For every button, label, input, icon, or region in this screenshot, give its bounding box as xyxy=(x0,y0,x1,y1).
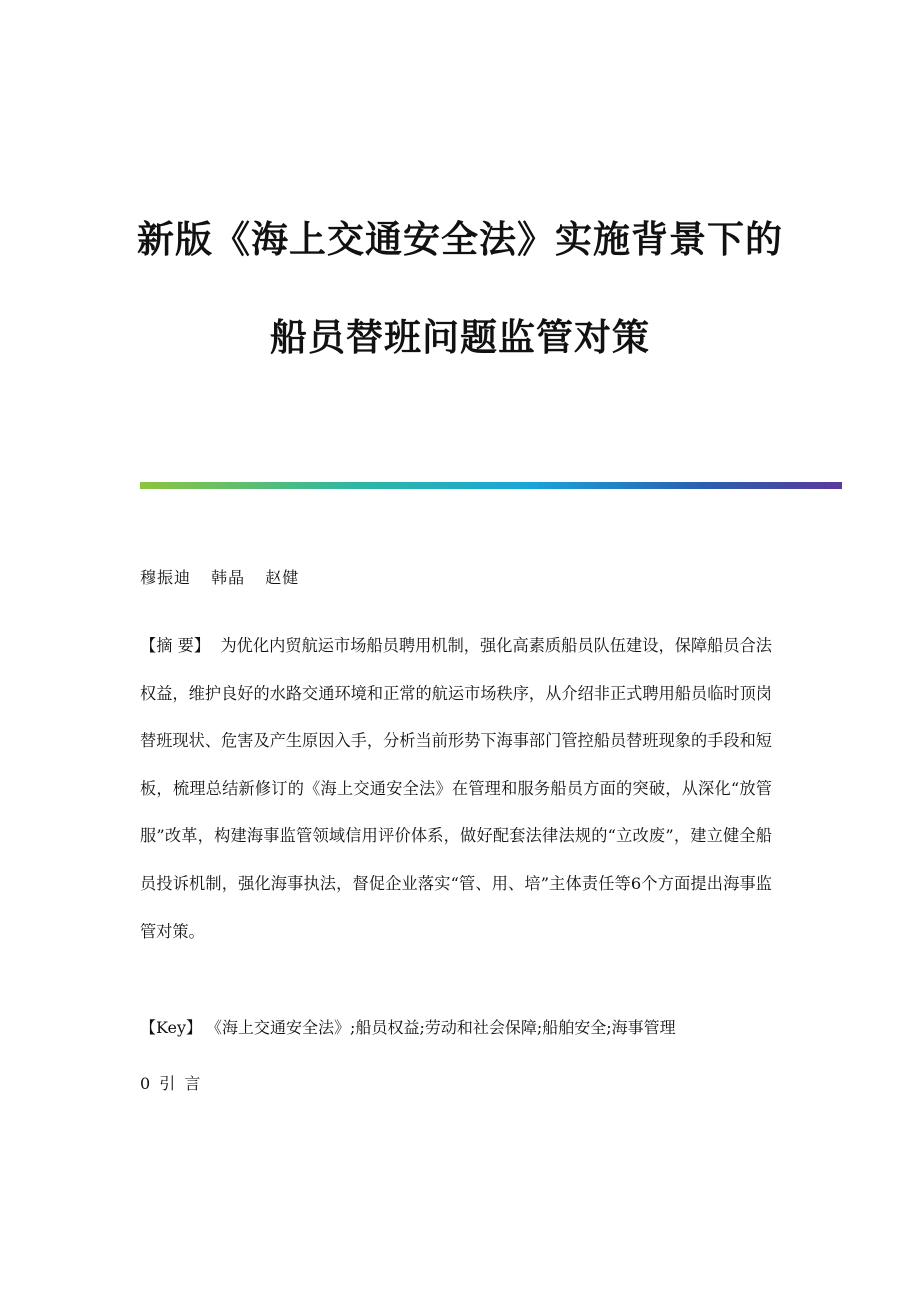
keywords-label: 【Key】 xyxy=(140,1018,203,1037)
title-divider-rule xyxy=(140,482,842,489)
keywords-text: 《海上交通安全法》;船员权益;劳动和社会保障;船舶安全;海事管理 xyxy=(214,1018,676,1037)
keywords xyxy=(140,1016,780,1040)
abstract-text: 为优化内贸航运市场船员聘用机制，强化高素质船员队伍建设，保障船员合法权益，维护良好的水路交通环境和正常的航运市场秩序，从介绍非正式聘用船员临时顶岗替班现状、危害及产生原因入手，分析当前形势下海事部门管控船员替班现象的手段和短板，梳理总结新修订的《海上交通安全法》在管理和服务船员方面的突破，从深化“放管服”改革，构建海事监管领域信用评价体系，做好配套法律法规的“立改废”，建立健全船员投诉机制，强化海事执法，督促企业落实“管、用、培”主体责任等6个方面提出海事监管对策。 xyxy=(140,636,772,941)
author-name: 赵健 xyxy=(265,568,300,587)
paper-title-line-1: 新版《海上交通安全法》实施背景下的 xyxy=(137,218,783,261)
author-list xyxy=(140,566,313,590)
author-name: 穆振迪 xyxy=(140,568,192,587)
paper-title-line-2: 船员替班问题监管对策 xyxy=(270,316,650,359)
author-name: 韩晶 xyxy=(211,568,246,587)
abstract xyxy=(140,622,772,955)
abstract-label: 【摘 要】 xyxy=(140,636,211,655)
section-heading: 0 引 言 xyxy=(140,1074,203,1093)
